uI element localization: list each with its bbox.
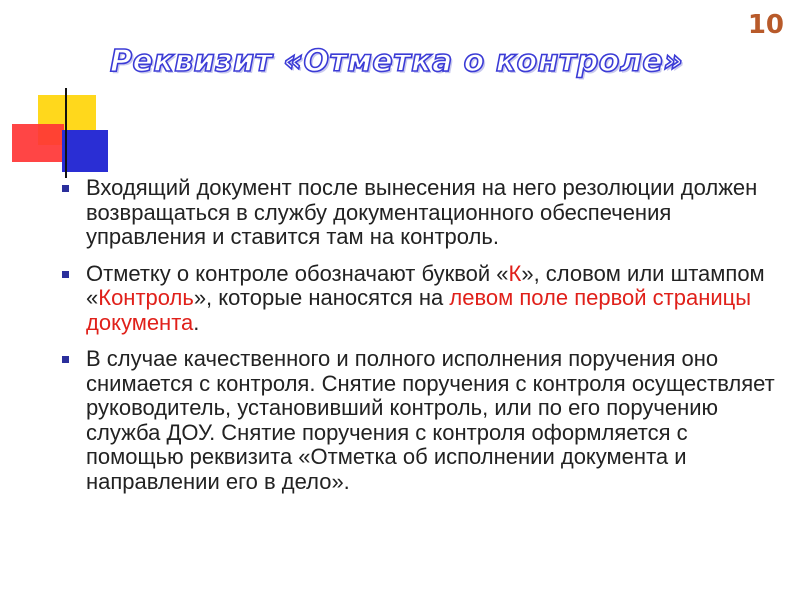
blue-block (62, 130, 108, 172)
bullet-text-2-part2: », словом или штампом « (86, 260, 765, 310)
bullet-item-3 (60, 347, 790, 494)
decorative-blocks (0, 0, 800, 180)
slide-title: Реквизит «Отметка о контроле» (110, 44, 684, 79)
bullet-text-1: Входящий документ после вынесения на него резолюции должен возвращаться в службу документационного обеспечения управления и ставится там на контроль. (86, 175, 758, 249)
highlight-left-margin: левом поле первой страницы документа (86, 285, 752, 335)
bullet-text-2-part1: Отметку о контроле обозначают буквой « (86, 260, 509, 286)
bullet-square-icon (62, 356, 69, 363)
bullet-list (60, 176, 790, 506)
bullet-text-2-part4: . (193, 309, 200, 335)
bullet-text-3: В случае качественного и полного исполнения поручения оно снимается с контроля. Снятие поручения с контроля осуществляет руководитель, установивший контроль, или по его поручению служба ДОУ. Снятие поручения с контроля оформляется с помощью реквизита «Отметка об исполнении документа и направлении его в дело». (86, 346, 775, 494)
bullet-square-icon (62, 185, 69, 192)
bullet-square-icon (62, 271, 69, 278)
slide-number: 10 (747, 10, 784, 40)
highlight-word-kontrol: Контроль (98, 285, 194, 310)
highlight-letter-k: К (508, 260, 522, 286)
bullet-item-1 (60, 176, 790, 250)
bullet-item-2 (60, 262, 790, 336)
bullet-text-2-part3: », которые наносятся на (193, 285, 450, 310)
